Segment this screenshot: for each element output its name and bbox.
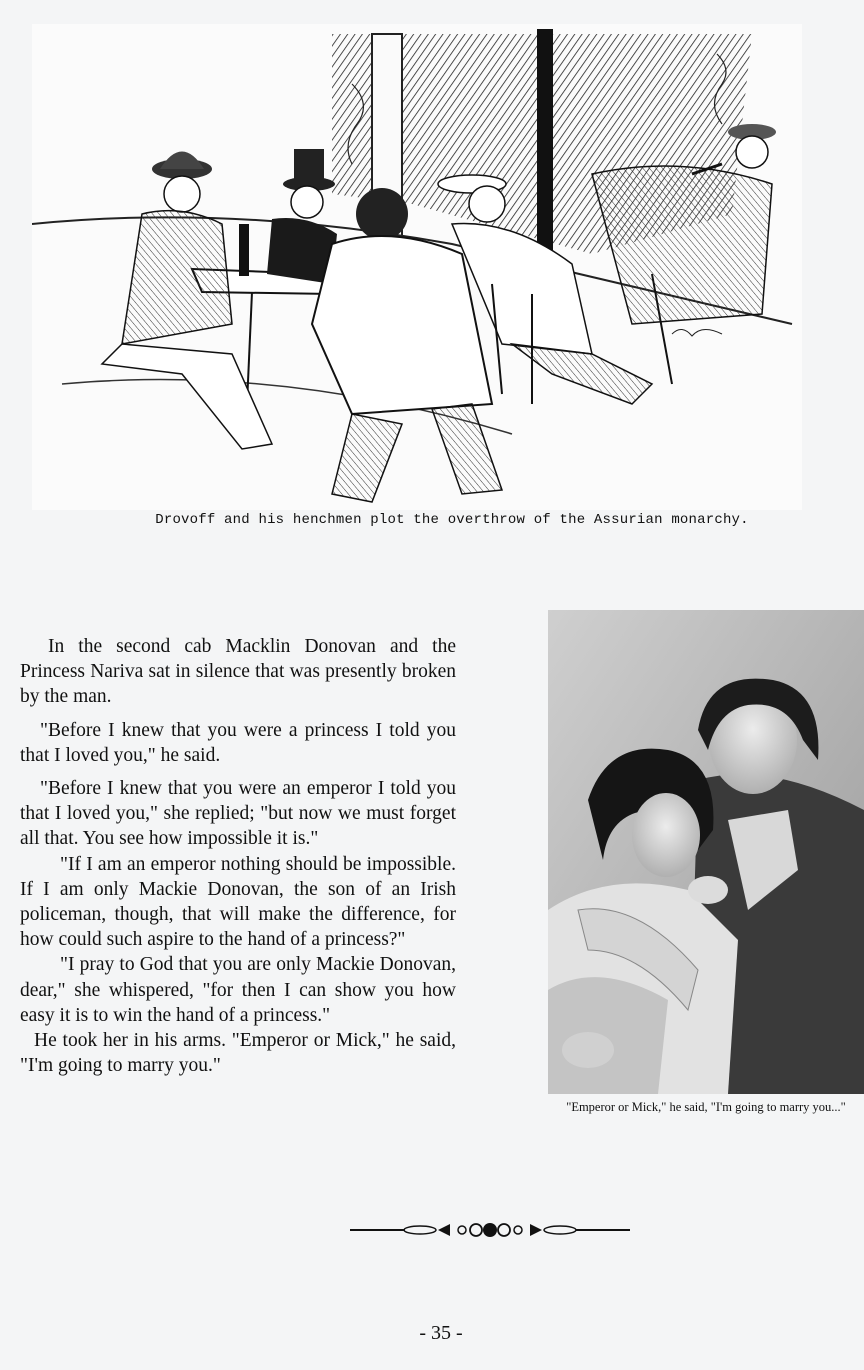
right-illustration-caption: "Emperor or Mick," he said, "I'm going to marry you..." <box>566 1100 846 1114</box>
tavern-scene-drawing <box>32 24 802 510</box>
top-illustration-caption: Drovoff and his henchmen plot the overthrow of the Assurian monarchy. <box>155 512 749 528</box>
ornament-flourish-icon <box>350 1218 630 1242</box>
story-text <box>20 634 456 1078</box>
story-paragraph: "Before I knew that you were a princess I told you that I loved you," he said. <box>20 719 456 766</box>
story-paragraph: "I pray to God that you are only Mackie Donovan, dear," she whispered, "for then I can show you how easy it is to win the hand of a princess." <box>20 954 456 1026</box>
right-illustration <box>548 610 864 1094</box>
section-divider-ornament <box>350 1218 630 1242</box>
top-illustration <box>32 24 802 510</box>
page-number: - 35 - <box>419 1322 463 1344</box>
story-paragraph: "Before I knew that you were an emperor I told you that I loved you," she replied; "but now we must forget all that. You see how impossible it is." <box>20 778 456 850</box>
story-paragraph: He took her in his arms. "Emperor or Mick," he said, "I'm going to marry you." <box>20 1030 456 1077</box>
story-paragraph: In the second cab Macklin Donovan and the Princess Nariva sat in silence that was presently broken by the man. <box>20 636 456 708</box>
embracing-couple-painting <box>548 610 864 1094</box>
story-paragraph: "If I am an emperor nothing should be impossible. If I am only Mackie Donovan, the son of an Irish policeman, though, that will make the difference, for how could such aspire to the hand of a princess?" <box>20 853 456 951</box>
